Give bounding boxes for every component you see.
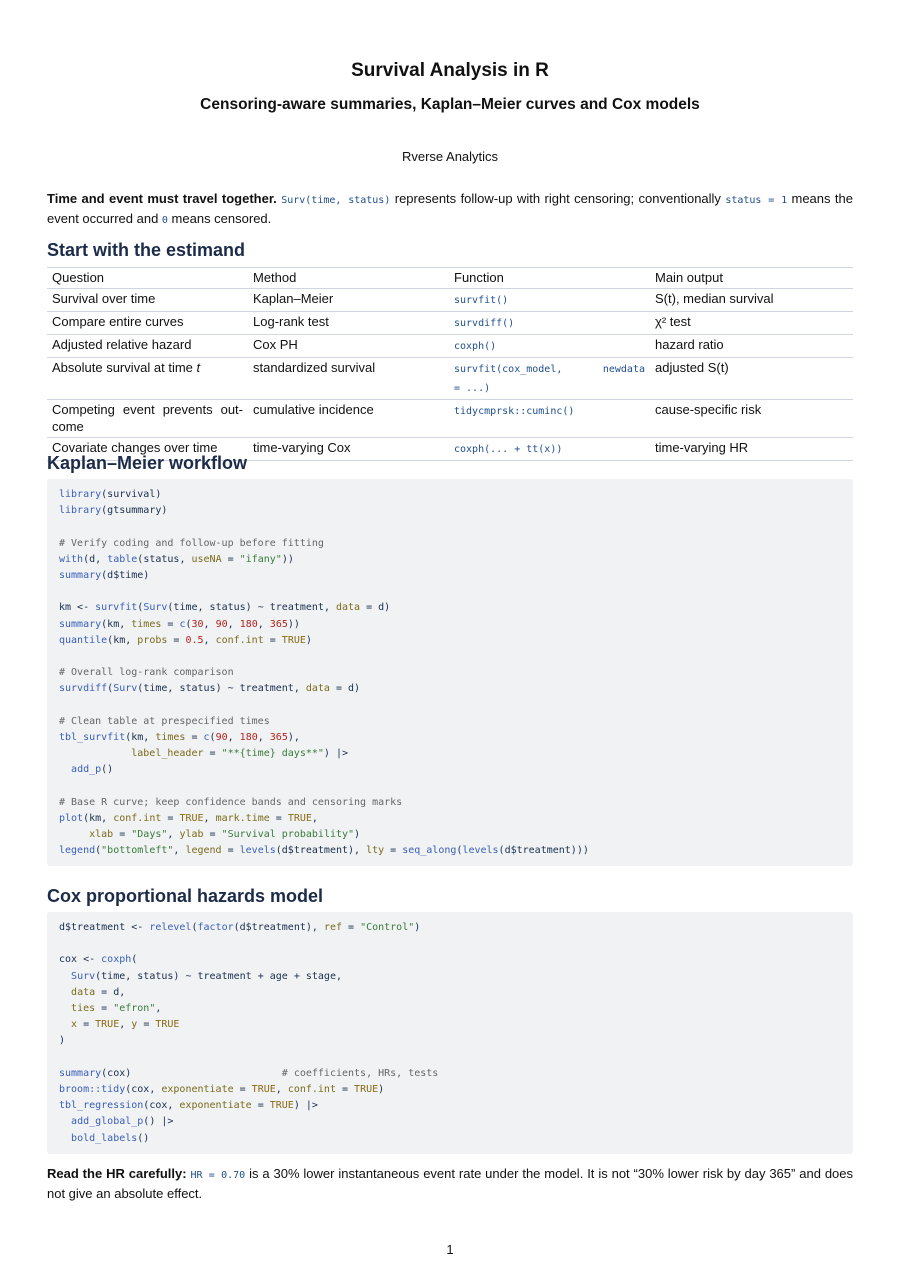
cell-question-text: Absolute survival at time [52, 360, 197, 375]
cell-method: standardized survival [248, 358, 449, 400]
cell-question: Competing event prevents out-come [47, 400, 248, 438]
page-number: 1 [446, 1242, 454, 1257]
table-header-question: Question [47, 268, 248, 289]
km-code-block[interactable] [47, 479, 853, 866]
cell-output: cause-specific risk [650, 400, 853, 438]
section-heading-km: Kaplan–Meier workflow [47, 453, 248, 473]
hr-note-lead: Read the HR carefully: [47, 1166, 187, 1181]
cell-function: tidycmprsk::cuminc() [454, 406, 575, 417]
cell-output: S(t), median survival [650, 289, 853, 312]
section-heading-estimand: Start with the estimand [47, 240, 246, 260]
cell-output: χ² test [650, 312, 853, 335]
cell-method: Kaplan–Meier [248, 289, 449, 312]
table-row [47, 312, 853, 335]
table-header-row [47, 268, 853, 289]
cox-code: d$treatment <- relevel(factor(d$treatment), ref = "Control") cox <- coxph( Surv(time, status) ~ treatment + age + stage, data = d, ties = "efron", x = TRUE, y = TRUE ) summary(cox) # coefficients, HRs, tests broom::tidy(cox, exponentiate = TRUE, conf.int = TRUE) tbl_regression(cox, exponentiate = TRUE) |> add_global_p() |> bold_labels() [59, 922, 439, 1144]
cell-question [47, 358, 248, 400]
cell-question-italic-t: t [196, 360, 201, 375]
document-author: Rverse Analytics [401, 149, 499, 164]
intro-text-1: represents follow-up with right censoring; conventionally [390, 191, 726, 206]
cell-question: Survival over time [47, 289, 248, 312]
hr-note-code: HR = 0.70 [190, 1170, 246, 1181]
document-title: Survival Analysis in R [351, 60, 549, 81]
table-row [47, 358, 853, 400]
intro-paragraph [47, 190, 853, 230]
cell-method: time-varying Cox [248, 438, 449, 461]
cell-function: survdiff() [454, 318, 515, 329]
table-header-method: Method [248, 268, 449, 289]
intro-text-3: means censored. [167, 211, 272, 226]
intro-code-status: status = 1 [725, 195, 788, 206]
cell-function: coxph() [454, 341, 497, 352]
cell-method: cumulative incidence [248, 400, 449, 438]
cox-code-block[interactable] [47, 912, 853, 1154]
intro-code-zero: 0 [161, 215, 168, 226]
cell-question: Covariate changes over time [47, 438, 248, 461]
cell-output: time-varying HR [650, 438, 853, 461]
table-row [47, 335, 853, 358]
km-code: library(survival) library(gtsummary) # Verify coding and follow-up before fitting with(d, table(status, useNA = "ifany")) summary(d$time) km <- survfit(Surv(time, status) ~ treatment, data = d) summary(km, times = c(30, 90, 180, 365)) quantile(km, probs = 0.5, conf.int = TRUE) # Overall log-rank comparison survdiff(Surv(time, status) ~ treatment, data = d) # Clean table at prespecified times tbl_survfit(km, times = c(90, 180, 365), label_header = "**{time} days**") |> add_p() # Base R curve; keep confidence bands and censoring marks plot(km, conf.int = TRUE, mark.time = TRUE, xlab = "Days", ylab = "Survival probability") legend("bottomleft", legend = levels(d$treatment), lty = seq_along(levels(d$treatment))) [59, 489, 589, 857]
cell-method: Log-rank test [248, 312, 449, 335]
intro-lead: Time and event must travel together. [47, 191, 277, 206]
hr-note-text: is a 30% lower instantaneous event rate under the model. It is not “30% lower risk by day 365” and does not give an absolute effect. [47, 1166, 854, 1201]
cell-function: coxph(... + tt(x)) [454, 444, 563, 455]
cell-method: Cox PH [248, 335, 449, 358]
intro-code-surv: Surv(time, status) [281, 195, 391, 206]
cell-function: survfit(cox_model, newdata = ...) [454, 364, 652, 394]
cell-output: adjusted S(t) [650, 358, 853, 400]
cell-question: Compare entire curves [47, 312, 248, 335]
cell-question: Adjusted relative hazard [47, 335, 248, 358]
estimand-table [47, 267, 853, 461]
table-row [47, 289, 853, 312]
intro-text-2: means the event occurred and [47, 191, 853, 226]
table-row [47, 400, 853, 438]
table-header-output: Main output [650, 268, 853, 289]
table-header-function: Function [449, 268, 650, 289]
cell-function: survfit() [454, 295, 509, 306]
hr-note-paragraph [47, 1165, 853, 1203]
section-heading-cox: Cox proportional hazards model [47, 886, 324, 906]
document-subtitle: Censoring-aware summaries, Kaplan–Meier curves and Cox models [200, 96, 700, 113]
cell-output: hazard ratio [650, 335, 853, 358]
